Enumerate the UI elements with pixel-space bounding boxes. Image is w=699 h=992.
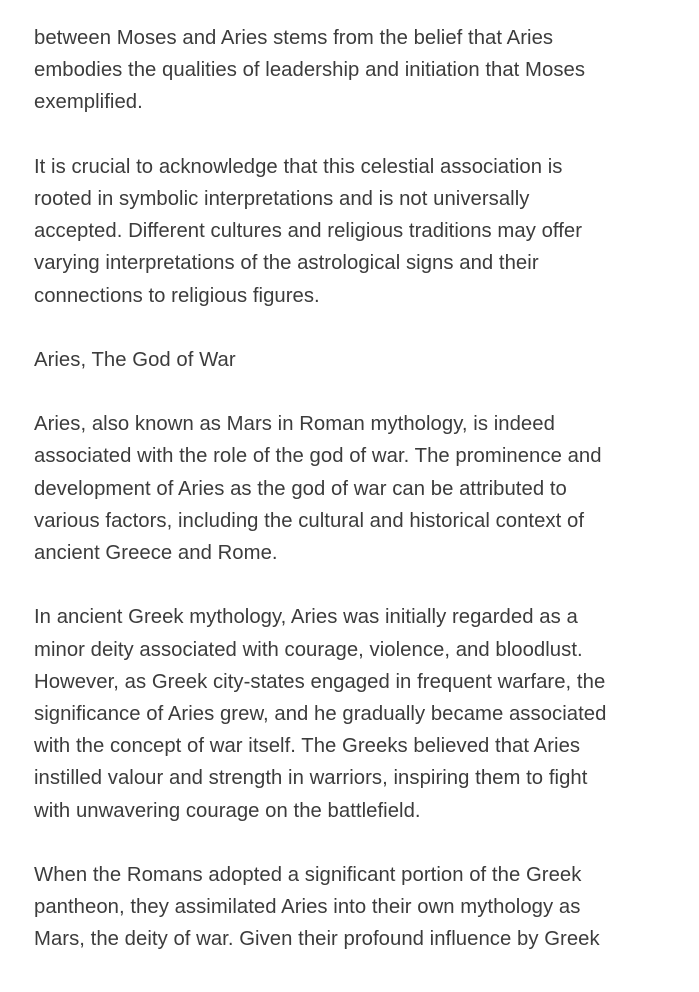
paragraph-roman-adoption <box>34 859 669 956</box>
text-line: pantheon, they assimilated Aries into their own mythology as <box>34 896 581 919</box>
text-line: However, as Greek city-states engaged in frequent warfare, the <box>34 670 606 693</box>
text-line: connections to religious figures. <box>34 284 320 307</box>
section-heading <box>34 344 669 376</box>
text-line: significance of Aries grew, and he gradually became associated <box>34 702 607 725</box>
text-line: Mars, the deity of war. Given their profound influence by Greek <box>34 928 600 951</box>
text-line: embodies the qualities of leadership and initiation that Moses <box>34 59 586 82</box>
text-line: various factors, including the cultural and historical context of <box>34 509 585 532</box>
text-line: rooted in symbolic interpretations and is not universally <box>34 187 530 210</box>
paragraph-mars-roman <box>34 408 669 569</box>
text-line: instilled valour and strength in warriors, inspiring them to fight <box>34 767 588 790</box>
text-line: development of Aries as the god of war can be attributed to <box>34 477 567 500</box>
text-line: with the concept of war itself. The Greeks believed that Aries <box>34 735 581 758</box>
text-line: Aries, also known as Mars in Roman mythology, is indeed <box>34 413 555 436</box>
heading-text: Aries, The God of War <box>34 348 236 371</box>
text-line: minor deity associated with courage, violence, and bloodlust. <box>34 638 583 661</box>
paragraph-moses-aries <box>34 22 669 119</box>
text-line: exemplified. <box>34 91 143 114</box>
text-line: between Moses and Aries stems from the belief that Aries <box>34 27 554 49</box>
text-line: When the Romans adopted a significant portion of the Greek <box>34 863 582 886</box>
paragraph-greek-mythology <box>34 601 669 826</box>
text-line: It is crucial to acknowledge that this celestial association is <box>34 155 563 178</box>
text-line: ancient Greece and Rome. <box>34 542 278 564</box>
document-body <box>34 22 669 988</box>
text-line: In ancient Greek mythology, Aries was initially regarded as a <box>34 606 578 629</box>
text-line: with unwavering courage on the battlefield. <box>34 799 421 822</box>
paragraph-celestial-association <box>34 151 669 312</box>
text-line: associated with the role of the god of war. The prominence and <box>34 445 602 468</box>
text-line: varying interpretations of the astrological signs and their <box>34 252 539 275</box>
text-line: accepted. Different cultures and religious traditions may offer <box>34 220 583 243</box>
